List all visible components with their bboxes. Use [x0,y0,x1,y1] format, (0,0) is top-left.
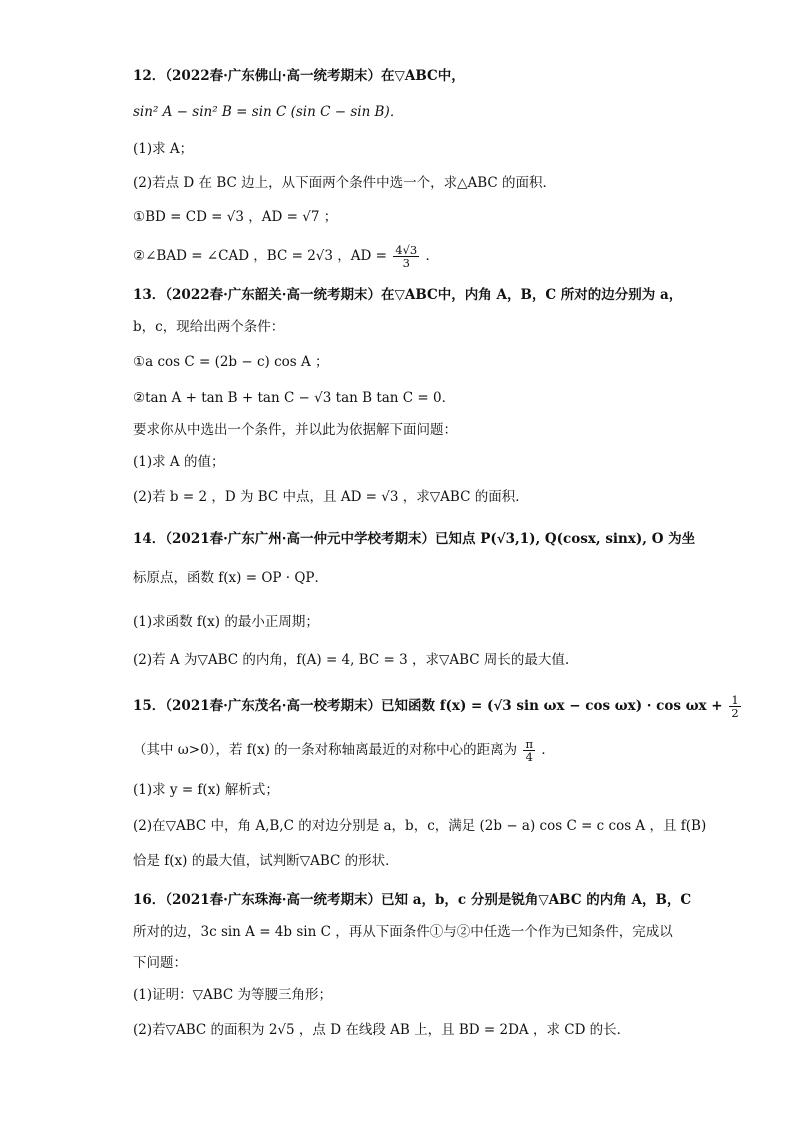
fraction-denominator: 4 [525,750,533,764]
problem-15-header-text: 15．（2021春·广东茂名·高一校考期末）已知函数 f(x) = (√3 sin ωx − cos ωx) · cos ωx + [133,698,723,714]
problem-12-condition1: ①BD = CD = √3 ，AD = √7 ； [133,209,338,225]
fraction-1-over-2 [729,694,740,719]
problem-15-header [133,694,743,719]
problem-13-condition1: ①a cos C = (2b − c) cos A ； [133,354,329,370]
fraction-denominator: 3 [402,256,410,270]
problem-12-condition2 [133,244,439,269]
problem-14-line2: 标原点，函数 f(x) = OP · QP． [133,570,329,586]
problem-13-line2: b，c，现给出两个条件： [133,319,285,335]
fraction-denominator: 2 [731,706,739,720]
problem-12-part1: (1)求 A； [133,141,194,157]
problem-13-part1: (1)求 A 的值； [133,454,225,470]
problem-16-line2: 所对的边，3c sin A = 4b sin C ，再从下面条件①与②中任选一个作为已知条件，完成以 [133,924,673,940]
problem-12-header: 12．（2022春·广东佛山·高一统考期末）在▽ABC中， [133,68,465,84]
condition2-end: ． [425,248,440,264]
problem-15-line2-text: （其中 ω>0），若 f(x) 的一条对称轴离最近的对称中心的距离为 [133,742,518,758]
fraction-numerator: 4√3 [395,243,418,257]
problem-13-part2: (2)若 b = 2 ，D 为 BC 中点，且 AD = √3 ，求▽ABC 的面积． [133,489,529,505]
problem-15-part2-cont: 恰是 f(x) 的最大值，试判断▽ABC 的形状． [133,853,399,869]
problem-13-instruction: 要求你从中选出一个条件，并以此为依据解下面问题： [133,422,457,438]
condition2-text: ②∠BAD = ∠CAD ，BC = 2√3 ，AD = [133,248,387,264]
problem-14-header: 14．（2021春·广东广州·高一仲元中学校考期末）已知点 P(√3,1), Q(cosx, sinx), O 为坐 [133,531,696,547]
problem-15-part2: (2)在▽ABC 中，角 A,B,C 的对边分别是 a，b，c，满足 (2b − a) cos C = c cos A ，且 f(B) [133,818,707,834]
problem-15-line2-end: ． [541,742,555,758]
problem-16-header: 16．（2021春·广东珠海·高一统考期末）已知 a，b，c 分别是锐角▽ABC 的内角 A，B，C [133,892,692,908]
problem-13-header: 13．（2022春·广东韶关·高一统考期末）在▽ABC中，内角 A，B，C 所对的边分别为 a， [133,287,683,303]
fraction-numerator: 1 [731,693,739,707]
fraction-pi-over-4 [523,738,535,763]
problem-15-part1: (1)求 y = f(x) 解析式； [133,782,279,798]
fraction-numerator: π [525,737,534,751]
fraction-4sqrt3-over-3 [393,244,419,269]
problem-14-part1: (1)求函数 f(x) 的最小正周期； [133,614,319,630]
problem-14-part2: (2)若 A 为▽ABC 的内角，f(A) = 4, BC = 3 ，求▽ABC 周长的最大值. [133,652,570,668]
problem-16-part2: (2)若▽ABC 的面积为 2√5 ，点 D 在线段 AB 上，且 BD = 2DA ，求 CD 的长． [133,1022,631,1038]
problem-13-condition2: ②tan A + tan B + tan C − √3 tan B tan C = 0． [133,390,456,406]
problem-12-equation: sin² A − sin² B = sin C (sin C − sin B)． [133,104,404,120]
problem-16-part1: (1)证明：▽ABC 为等腰三角形； [133,987,333,1003]
problem-16-line3: 下问题： [133,955,187,971]
problem-12-part2: (2)若点 D 在 BC 边上，从下面两个条件中选一个，求△ABC 的面积． [133,175,557,191]
problem-15-line2 [133,738,555,763]
